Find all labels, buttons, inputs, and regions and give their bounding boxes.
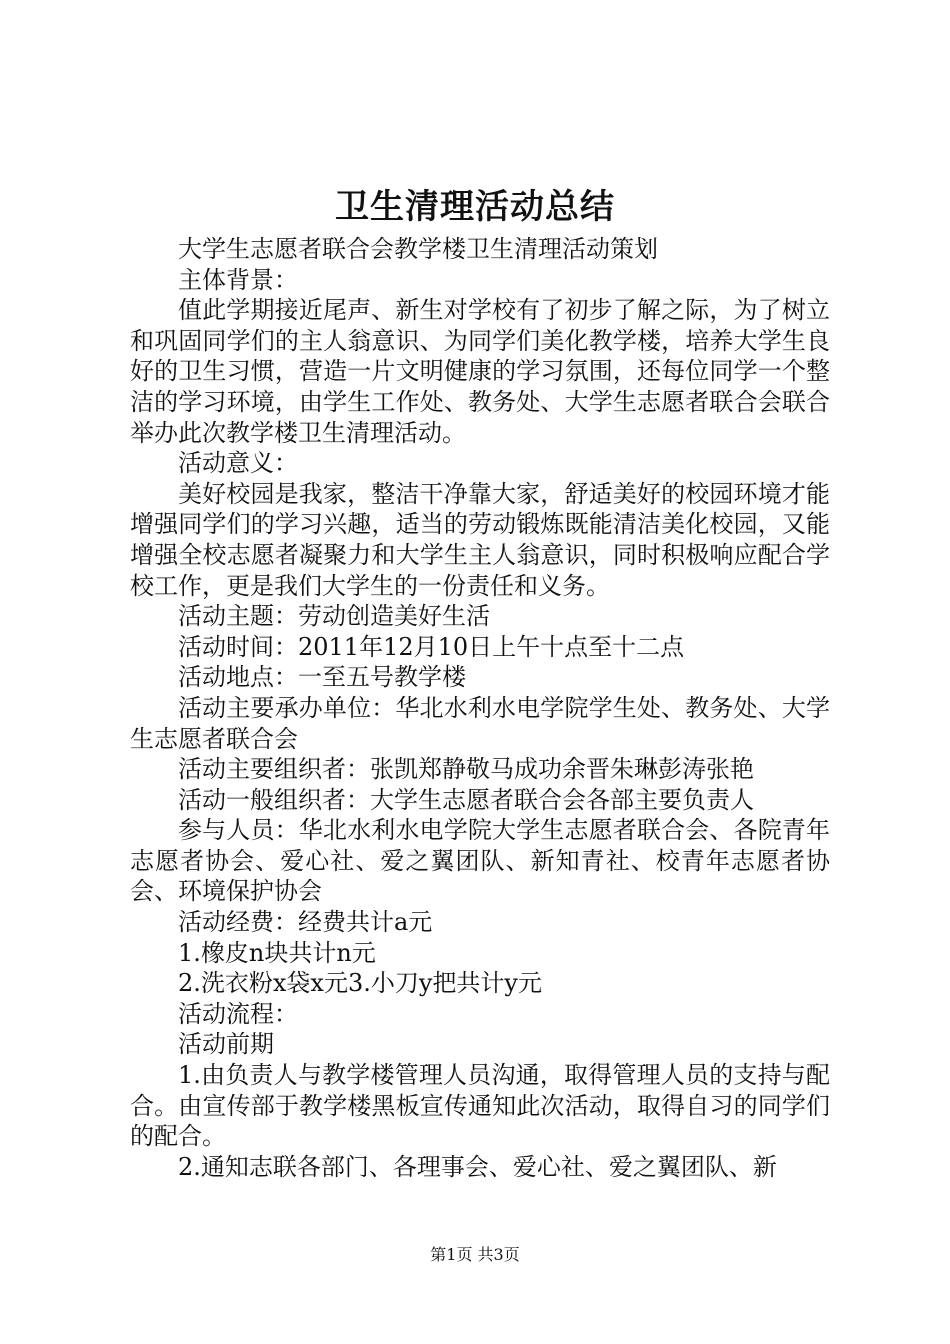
paragraph: 美好校园是我家，整洁干净靠大家，舒适美好的校园环境才能增强同学们的学习兴趣，适当的劳动锻炼既能清洁美化校园，又能增强全校志愿者凝聚力和大学生主人翁意识，同时积极响应配合学校工作，更是我们大学生的一份责任和义务。	[130, 479, 830, 600]
paragraph: 活动意义：	[178, 449, 298, 478]
paragraph: 活动主要承办单位：华北水利水电学院学生处、教务处、大学生志愿者联合会	[130, 693, 830, 753]
paragraph: 参与人员：华北水利水电学院大学生志愿者联合会、各院青年志愿者协会、爱心社、爱之翼团队、新知青社、校青年志愿者协会、环境保护协会	[130, 816, 830, 906]
document-title: 卫生清理活动总结	[335, 187, 615, 227]
paragraph: 活动主题：劳动创造美好生活	[178, 602, 490, 631]
paragraph: 主体背景：	[178, 265, 298, 294]
paragraph: 活动流程：	[178, 999, 298, 1028]
paragraph: 大学生志愿者联合会教学楼卫生清理活动策划	[178, 235, 658, 263]
paragraph: 2.洗衣粉x袋x元3.小刀y把共计y元	[178, 969, 542, 998]
document-body	[130, 234, 830, 1182]
paragraph: 活动时间：2011年12月10日上午十点至十二点	[178, 632, 685, 661]
paragraph: 活动经费：经费共计a元	[178, 908, 433, 937]
paragraph: 活动前期	[178, 1030, 274, 1059]
paragraph: 2.通知志联各部门、各理事会、爱心社、爱之翼团队、新	[178, 1152, 777, 1181]
paragraph: 1.由负责人与教学楼管理人员沟通，取得管理人员的支持与配合。由宣传部于教学楼黑板宣传通知此次活动，取得自习的同学们的配合。	[130, 1061, 830, 1151]
paragraph: 活动主要组织者：张凯郑静敬马成功余晋朱琳彭涛张艳	[178, 755, 754, 784]
paragraph: 1.橡皮n块共计n元	[178, 938, 376, 967]
page-footer: 第1页 共3页	[430, 1245, 520, 1264]
paragraph: 活动一般组织者：大学生志愿者联合会各部主要负责人	[178, 785, 754, 814]
paragraph: 活动地点：一至五号教学楼	[178, 663, 466, 692]
paragraph: 值此学期接近尾声、新生对学校有了初步了解之际，为了树立和巩固同学们的主人翁意识、为同学们美化教学楼，培养大学生良好的卫生习惯，营造一片文明健康的学习氛围，还每位同学一个整洁的学习环境，由学生工作处、教务处、大学生志愿者联合会联合举办此次教学楼卫生清理活动。	[130, 296, 830, 447]
